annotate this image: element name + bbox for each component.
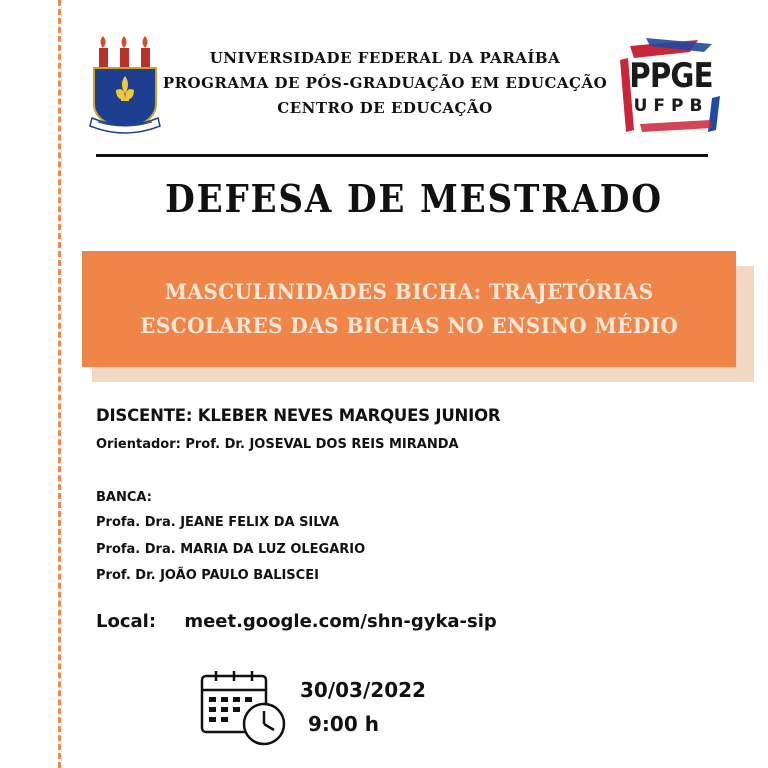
thesis-title-box	[82, 251, 736, 367]
advisor-name: Orientador: Prof. Dr. JOSEVAL DOS REIS MIRANDA	[96, 437, 459, 452]
ppge-ufpb-logo	[620, 38, 722, 132]
page-title: DEFESA DE MESTRADO	[165, 176, 663, 221]
dashed-border-line	[58, 0, 61, 768]
committee-label: BANCA:	[96, 490, 152, 505]
committee-member: Prof. Dr. JOÃO PAULO BALISCEI	[96, 568, 319, 583]
location-row	[96, 611, 497, 632]
center-name: CENTRO DE EDUCAÇÃO	[277, 99, 493, 117]
calendar-clock-icon	[198, 668, 290, 748]
committee-member: Profa. Dra. JEANE FELIX DA SILVA	[96, 515, 340, 530]
defense-time: 9:00 h	[308, 712, 379, 736]
thesis-title-line-2: ESCOLARES DAS BICHAS NO ENSINO MÉDIO	[139, 313, 679, 338]
institution-header	[150, 46, 620, 121]
header-divider	[96, 154, 708, 157]
defense-date: 30/03/2022	[300, 678, 426, 702]
committee-member: Profa. Dra. MARIA DA LUZ OLEGARIO	[96, 542, 366, 557]
location-label: Local:	[96, 611, 157, 632]
ppge-logo-text: PPGE	[629, 56, 713, 96]
thesis-title-line-1: MASCULINIDADES BICHA: TRAJETÓRIAS	[164, 279, 654, 304]
meeting-link[interactable]: meet.google.com/shn-gyka-sip	[184, 611, 497, 632]
ufpb-logo-text: UFPB	[633, 96, 709, 116]
university-name: UNIVERSIDADE FEDERAL DA PARAÍBA	[209, 49, 561, 67]
student-name: DISCENTE: KLEBER NEVES MARQUES JUNIOR	[96, 406, 501, 425]
program-name: PROGRAMA DE PÓS-GRADUAÇÃO EM EDUCAÇÃO	[162, 74, 608, 92]
